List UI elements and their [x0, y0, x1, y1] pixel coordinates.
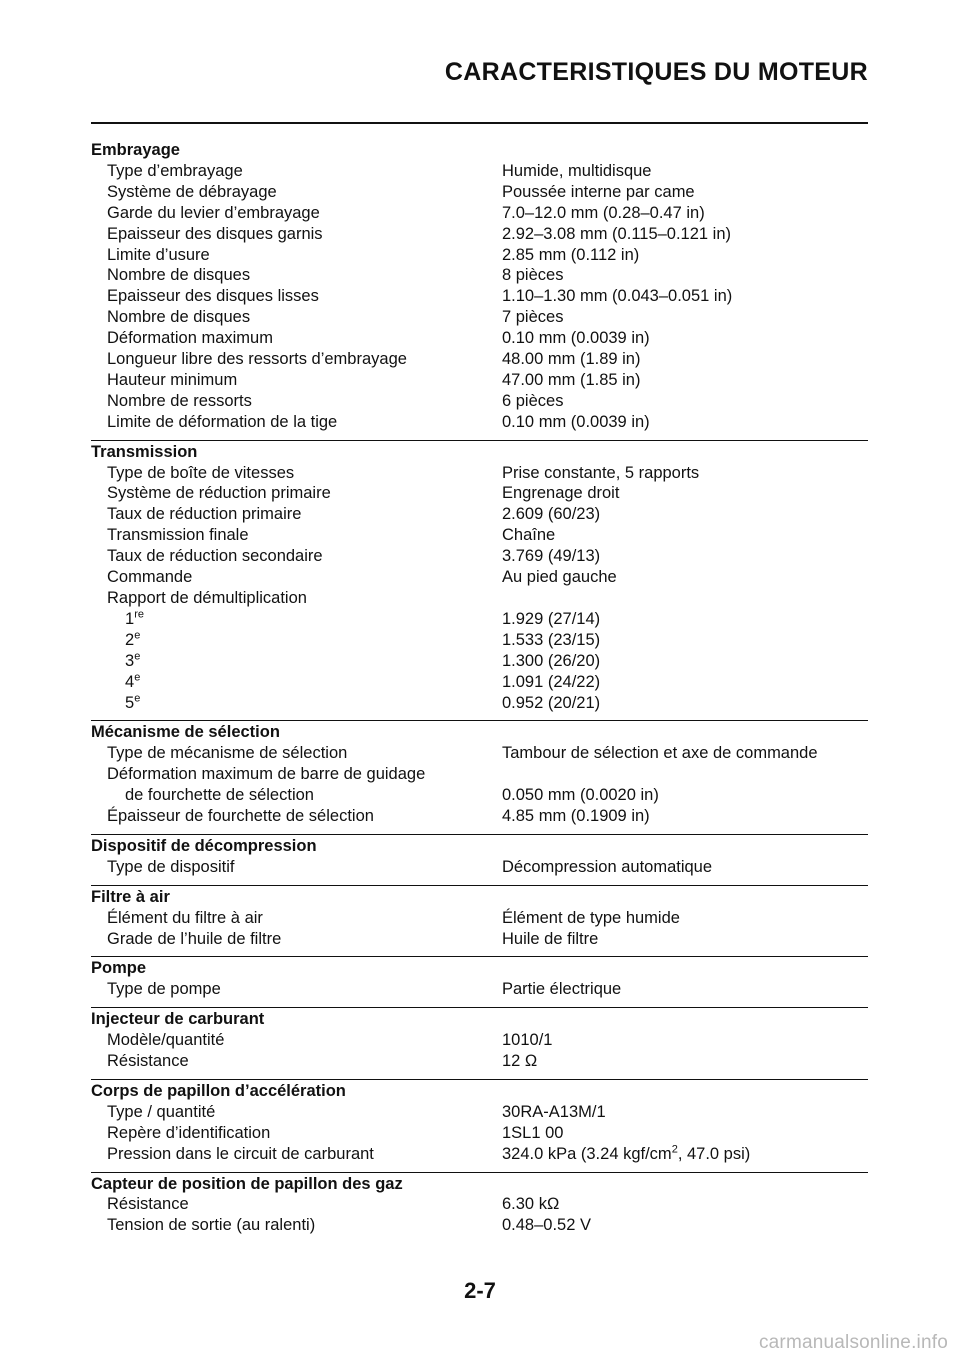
spec-label: [91, 1051, 502, 1072]
spec-label: [91, 286, 502, 307]
spec-label: [91, 525, 502, 546]
spec-row: [91, 1102, 868, 1123]
spec-section: [91, 834, 868, 878]
spec-value-text: 0.10 mm (0.0039 in): [502, 329, 650, 348]
spec-row: [91, 1215, 868, 1236]
spec-value: [502, 412, 868, 433]
spec-value-text: 7.0–12.0 mm (0.28–0.47 in): [502, 203, 705, 222]
spec-label-text: Taux de réduction secondaire: [107, 547, 323, 566]
spec-label-text: Nombre de ressorts: [107, 391, 252, 410]
spec-label-text: Type de boîte de vitesses: [107, 463, 295, 482]
spec-row: [91, 1030, 868, 1051]
spec-value-text: 48.00 mm (1.89 in): [502, 350, 641, 369]
ordinal-suffix: re: [134, 608, 144, 621]
spec-row: [91, 182, 868, 203]
spec-label-text: Commande: [107, 568, 193, 587]
spec-label: [91, 1123, 502, 1144]
spec-label-text: Épaisseur de fourchette de sélection: [107, 807, 374, 826]
spec-value: [502, 672, 868, 693]
spec-label: [91, 203, 502, 224]
spec-row: [91, 630, 868, 651]
spec-value: [502, 764, 868, 785]
spec-label-text: Pression dans le circuit de carburant: [107, 1144, 374, 1163]
spec-value-text: Au pied gauche: [502, 568, 617, 587]
spec-row: [91, 224, 868, 245]
spec-value-text: Humide, multidisque: [502, 161, 652, 180]
spec-label: [91, 328, 502, 349]
spec-label-text: Modèle/quantité: [107, 1031, 225, 1050]
spec-value: [502, 307, 868, 328]
spec-row: [91, 1194, 868, 1215]
spec-table: [91, 139, 868, 1243]
spec-label-text: Type d’embrayage: [107, 161, 243, 180]
spec-value-text: 0.952 (20/21): [502, 693, 601, 712]
spec-row: [91, 203, 868, 224]
spec-label-text: Grade de l’huile de filtre: [107, 929, 282, 948]
spec-value: [502, 286, 868, 307]
spec-label-text: 4: [125, 672, 135, 691]
spec-label-text: Repère d’identification: [107, 1123, 271, 1142]
spec-label-text: Déformation maximum: [107, 329, 273, 348]
spec-value-text: 8 pièces: [502, 266, 564, 285]
spec-value-text: 1.533 (23/15): [502, 630, 601, 649]
spec-section: [91, 440, 868, 714]
spec-row: [91, 349, 868, 370]
spec-label: [91, 764, 502, 785]
spec-row: [91, 609, 868, 630]
spec-value: [502, 693, 868, 714]
ordinal-suffix: e: [134, 629, 141, 642]
page-title: CARACTERISTIQUES DU MOTEUR: [444, 58, 868, 86]
section-title: Transmission: [91, 442, 198, 461]
section-title: Dispositif de décompression: [91, 836, 317, 855]
spec-value: [502, 979, 868, 1000]
spec-value-text: 0.10 mm (0.0039 in): [502, 412, 650, 431]
spec-label: [91, 546, 502, 567]
spec-value-text: Tambour de sélection et axe de commande: [502, 744, 818, 763]
spec-row: [91, 588, 868, 609]
spec-value-text: Chaîne: [502, 526, 556, 545]
spec-section: [91, 956, 868, 1000]
spec-value-text: Décompression automatique: [502, 857, 713, 876]
spec-value-text: Huile de filtre: [502, 929, 599, 948]
spec-label-text: Nombre de disques: [107, 266, 251, 285]
spec-label-text: Type de pompe: [107, 980, 221, 999]
spec-row: [91, 857, 868, 878]
spec-label: [91, 349, 502, 370]
spec-label: [91, 161, 502, 182]
spec-label: [91, 463, 502, 484]
spec-label: [91, 245, 502, 266]
spec-value: [502, 525, 868, 546]
spec-label: [91, 908, 502, 929]
spec-label-text: Transmission finale: [107, 526, 249, 545]
spec-label-text: Type de dispositif: [107, 857, 235, 876]
spec-row: [91, 908, 868, 929]
spec-row: [91, 265, 868, 286]
spec-value-text: 1.10–1.30 mm (0.043–0.051 in): [502, 287, 733, 306]
spec-label-text: Hauteur minimum: [107, 370, 238, 389]
spec-value: [502, 609, 868, 630]
spec-label-text: 1: [125, 609, 135, 628]
spec-label: [91, 412, 502, 433]
spec-label: [91, 504, 502, 525]
unit-exponent: 2: [671, 1143, 678, 1156]
spec-value: [502, 929, 868, 950]
spec-row: [91, 651, 868, 672]
spec-label: [91, 785, 502, 806]
spec-value-text: 3.769 (49/13): [502, 547, 601, 566]
spec-row: [91, 307, 868, 328]
spec-value-text: Prise constante, 5 rapports: [502, 463, 700, 482]
spec-value: [502, 224, 868, 245]
spec-row: [91, 672, 868, 693]
spec-label: [91, 224, 502, 245]
spec-value: [502, 1051, 868, 1072]
spec-label-text: Système de réduction primaire: [107, 484, 331, 503]
spec-value: [502, 546, 868, 567]
spec-label: [91, 370, 502, 391]
spec-row: [91, 1123, 868, 1144]
spec-label: [91, 979, 502, 1000]
spec-value: [502, 265, 868, 286]
spec-label: [91, 182, 502, 203]
spec-value-text: 30RA-A13M/1: [502, 1102, 606, 1121]
spec-label-text: Résistance: [107, 1052, 189, 1071]
spec-value: [502, 785, 868, 806]
spec-row: [91, 1051, 868, 1072]
spec-row: [91, 764, 868, 785]
spec-value-text: 6.30 kΩ: [502, 1195, 560, 1214]
spec-section: [91, 1079, 868, 1165]
spec-value-text: 1.929 (27/14): [502, 609, 601, 628]
spec-value: [502, 203, 868, 224]
section-title: Embrayage: [91, 141, 180, 159]
spec-value: [502, 504, 868, 525]
spec-value-text: Élément de type humide: [502, 908, 680, 927]
spec-section: [91, 1007, 868, 1072]
spec-value-text: 0.050 mm (0.0020 in): [502, 786, 659, 805]
spec-label: [91, 1144, 502, 1165]
spec-label: [91, 307, 502, 328]
spec-row: [91, 546, 868, 567]
title-rule: [91, 122, 868, 124]
spec-label: [91, 743, 502, 764]
spec-label: [91, 929, 502, 950]
spec-label: [91, 672, 502, 693]
spec-row: [91, 328, 868, 349]
spec-value: [502, 1123, 868, 1144]
section-title: Capteur de position de papillon des gaz: [91, 1174, 403, 1193]
spec-label-text: Rapport de démultiplication: [107, 589, 307, 607]
ordinal-suffix: e: [134, 650, 141, 663]
section-title: Corps de papillon d’accélération: [91, 1081, 346, 1100]
spec-section: [91, 139, 868, 433]
spec-section: [91, 1172, 868, 1237]
spec-label: [91, 265, 502, 286]
spec-value: [502, 182, 868, 203]
section-title: Filtre à air: [91, 887, 170, 906]
spec-value-text: 0.48–0.52 V: [502, 1216, 591, 1235]
spec-label-text: Taux de réduction primaire: [107, 505, 302, 524]
spec-row: [91, 567, 868, 588]
spec-value-tail: , 47.0 psi): [677, 1144, 751, 1163]
spec-value-text: 6 pièces: [502, 391, 564, 410]
spec-label: [91, 567, 502, 588]
spec-value: [502, 1215, 868, 1236]
spec-value-text: 2.609 (60/23): [502, 505, 601, 524]
spec-row: [91, 785, 868, 806]
spec-label-text: Type de mécanisme de sélection: [107, 744, 348, 763]
spec-value-text: 324.0 kPa (3.24 kgf/cm: [502, 1144, 672, 1163]
spec-value-text: 1.300 (26/20): [502, 651, 601, 670]
section-title: Pompe: [91, 959, 147, 978]
spec-value: [502, 857, 868, 878]
spec-label-text: Résistance: [107, 1195, 189, 1214]
section-title: Injecteur de carburant: [91, 1010, 265, 1029]
spec-label-text: 3: [125, 651, 135, 670]
spec-value-text: Partie électrique: [502, 980, 622, 999]
spec-label-text: Élément du filtre à air: [107, 908, 263, 927]
spec-row: [91, 161, 868, 182]
spec-row: [91, 412, 868, 433]
spec-label: [91, 1215, 502, 1236]
spec-value-text: 1.091 (24/22): [502, 672, 601, 691]
spec-label: [91, 806, 502, 827]
spec-row: [91, 1144, 868, 1165]
spec-label: [91, 391, 502, 412]
spec-value: [502, 245, 868, 266]
spec-value: [502, 349, 868, 370]
spec-value-text: 12 Ω: [502, 1052, 538, 1071]
spec-label: [91, 1194, 502, 1215]
spec-row: [91, 463, 868, 484]
spec-value: [502, 463, 868, 484]
spec-row: [91, 245, 868, 266]
spec-row: [91, 504, 868, 525]
spec-label: [91, 857, 502, 878]
spec-label: [91, 1102, 502, 1123]
spec-value: [502, 1102, 868, 1123]
spec-value: [502, 328, 868, 349]
spec-row: [91, 286, 868, 307]
spec-label-text: 5: [125, 693, 135, 712]
spec-label-text: de fourchette de sélection: [125, 786, 314, 805]
section-title: Mécanisme de sélection: [91, 723, 280, 742]
spec-value: [502, 630, 868, 651]
spec-value: [502, 908, 868, 929]
spec-label-text: Epaisseur des disques lisses: [107, 287, 319, 306]
spec-row: [91, 525, 868, 546]
spec-value-text: 1010/1: [502, 1031, 553, 1050]
spec-value: [502, 806, 868, 827]
spec-value-text: Engrenage droit: [502, 484, 620, 503]
spec-section: [91, 720, 868, 827]
spec-value: [502, 161, 868, 182]
spec-label: [91, 693, 502, 714]
spec-row: [91, 370, 868, 391]
spec-value: [502, 483, 868, 504]
spec-row: [91, 693, 868, 714]
spec-label-text: Système de débrayage: [107, 182, 277, 201]
spec-value: [502, 1144, 868, 1165]
spec-label-text: Longueur libre des ressorts d’embrayage: [107, 350, 407, 369]
spec-value: [502, 1194, 868, 1215]
spec-row: [91, 806, 868, 827]
spec-value-text: 2.85 mm (0.112 in): [502, 245, 640, 264]
ordinal-suffix: e: [134, 671, 141, 684]
spec-section: [91, 885, 868, 950]
spec-label-text: Limite d’usure: [107, 245, 210, 264]
spec-label: [91, 651, 502, 672]
spec-row: [91, 979, 868, 1000]
spec-label: [91, 630, 502, 651]
spec-label: [91, 483, 502, 504]
spec-value-text: 47.00 mm (1.85 in): [502, 370, 641, 389]
page-number: 2-7: [464, 1278, 496, 1303]
spec-row: [91, 391, 868, 412]
spec-label-text: Epaisseur des disques garnis: [107, 224, 323, 243]
spec-label: [91, 1030, 502, 1051]
watermark: carmanualsonline.info: [758, 1332, 948, 1353]
spec-label-text: Tension de sortie (au ralenti): [107, 1216, 316, 1235]
spec-label-text: Déformation maximum de barre de guidage: [107, 765, 426, 784]
spec-value: [502, 567, 868, 588]
spec-row: [91, 929, 868, 950]
spec-value: [502, 1030, 868, 1051]
ordinal-suffix: e: [134, 692, 141, 705]
spec-label-text: Type / quantité: [107, 1102, 216, 1121]
spec-label-text: Nombre de disques: [107, 308, 251, 327]
spec-row: [91, 743, 868, 764]
spec-label-text: Garde du levier d’embrayage: [107, 203, 320, 222]
spec-value: [502, 743, 868, 764]
spec-value-text: 2.92–3.08 mm (0.115–0.121 in): [502, 224, 732, 243]
spec-value: [502, 370, 868, 391]
spec-value: [502, 588, 868, 609]
spec-row: [91, 483, 868, 504]
spec-value: [502, 651, 868, 672]
spec-label-text: Limite de déformation de la tige: [107, 412, 338, 431]
spec-value-text: 7 pièces: [502, 308, 564, 327]
spec-label: [91, 609, 502, 630]
spec-value-text: 1SL1 00: [502, 1123, 564, 1142]
spec-label-text: 2: [125, 630, 135, 649]
spec-value: [502, 391, 868, 412]
spec-value-text: Poussée interne par came: [502, 182, 695, 201]
spec-value-text: 4.85 mm (0.1909 in): [502, 807, 650, 826]
spec-label: [91, 588, 502, 609]
